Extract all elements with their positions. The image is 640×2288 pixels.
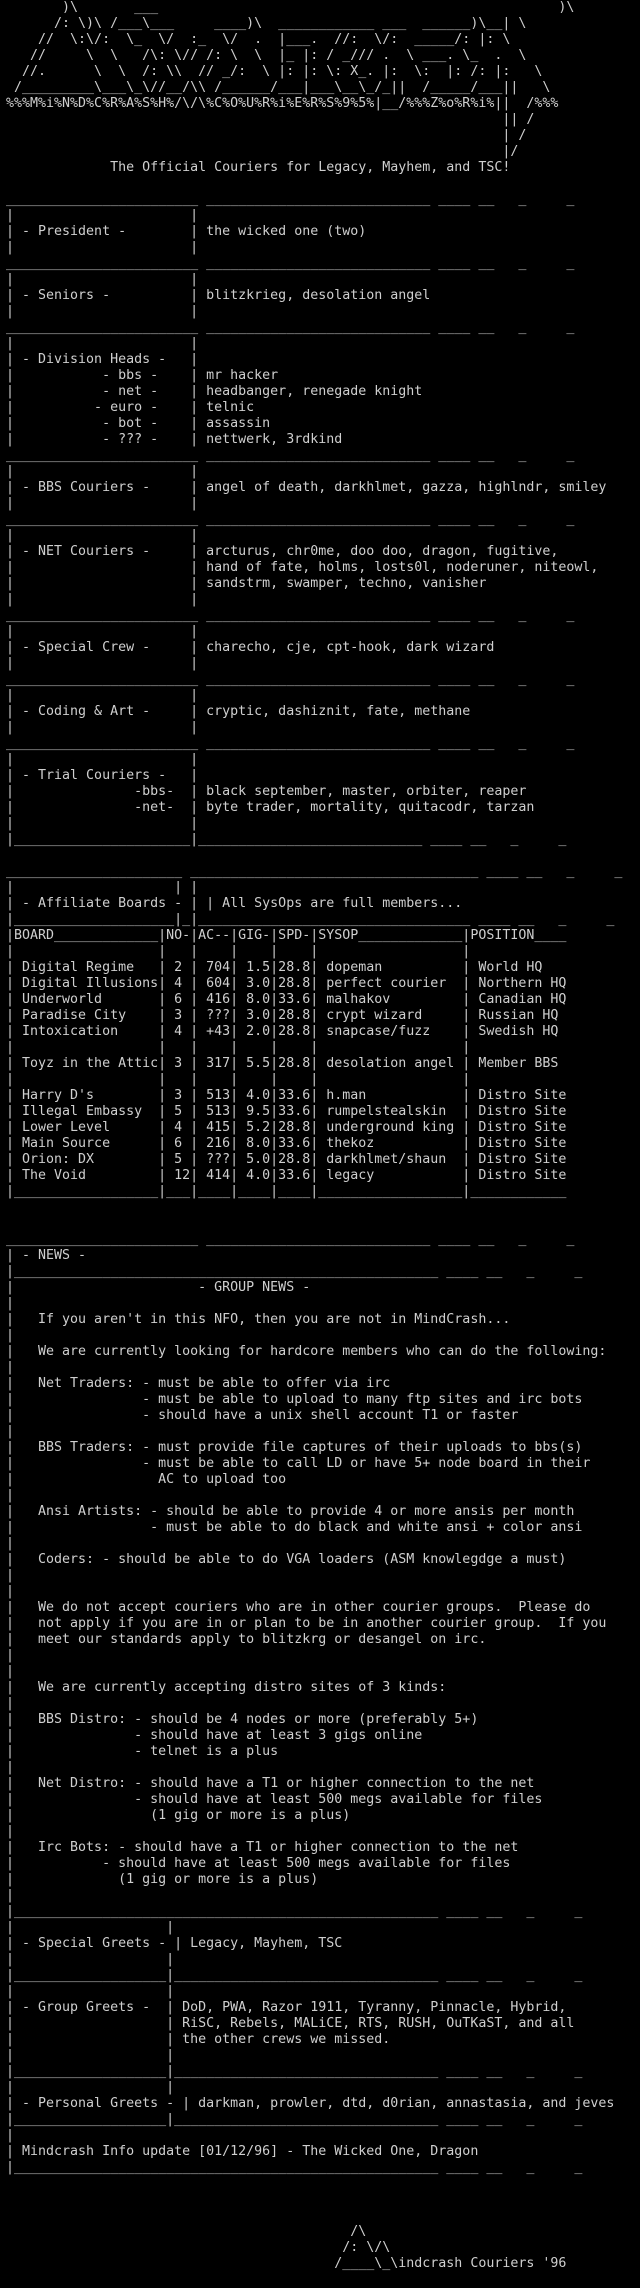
nfo-line: | - Division Heads - | (6, 352, 199, 367)
nfo-line: | | (6, 752, 199, 767)
nfo-line: | | (6, 304, 199, 319)
nfo-line: | - NET Couriers - | arcturus, chr0me, doo doo, dragon, fugitive, (6, 544, 559, 559)
nfo-line: /: \/\ (6, 2240, 391, 2255)
nfo-line: | Intoxication | 4 | +43| 2.0|28.8| snapcase/fuzz | Swedish HQ (6, 1024, 559, 1039)
nfo-line: //. \ \ /: \\ // _/: \ |: |: \: X_. |: \: |: /: |: \ (6, 64, 543, 79)
nfo-line: | Ansi Artists: - should be able to provide 4 or more ansis per month (6, 1504, 575, 1519)
nfo-line: | Net Distro: - should have a T1 or higher connection to the net (6, 1776, 535, 1791)
nfo-line: | | (6, 656, 199, 671)
nfo-line: | - should have at least 500 megs available for files (6, 1856, 511, 1871)
nfo-line: | -bbs- | black september, master, orbiter, reaper (6, 784, 527, 799)
nfo-line: | - bbs - | mr hacker (6, 368, 279, 383)
nfo-line: |___________________|_________________________________ ____ __ _ _ (6, 1968, 583, 1983)
nfo-line: | (6, 1824, 15, 1839)
nfo-line: | | (6, 528, 199, 543)
nfo-line: | AC to upload too (6, 1472, 287, 1487)
nfo-line: | | (6, 624, 199, 639)
nfo-line: | The Void | 12| 414| 4.0|33.6| legacy | Distro Site (6, 1168, 567, 1183)
nfo-line: | Orion: DX | 5 | ???| 5.0|28.8| darkhlmet/shaun | Distro Site (6, 1152, 567, 1167)
nfo-line: | | (6, 272, 199, 287)
nfo-line: |___________________|_________________________________ ____ __ _ _ (6, 2112, 583, 2127)
nfo-line: |BOARD_____________|NO-|AC--|GIG-|SPD-|SYSOP_____________|POSITION____ (6, 928, 567, 943)
nfo-line: | Irc Bots: - should have a T1 or higher connection to the net (6, 1840, 519, 1855)
nfo-line: | - Special Greets - | Legacy, Mayhem, TSC (6, 1936, 343, 1951)
nfo-line: | - net - | headbanger, renegade knight (6, 384, 423, 399)
nfo-line: | - Trial Couriers - | (6, 768, 199, 783)
nfo-line: | Toyz in the Attic| 3 | 317| 5.5|28.8| desolation angel | Member BBS (6, 1056, 559, 1071)
nfo-line: | - Coding & Art - | cryptic, dashiznit, fate, methane (6, 704, 471, 719)
nfo-line: | | the other crews we missed. (6, 2032, 391, 2047)
nfo-line: | - GROUP NEWS - (6, 1280, 311, 1295)
nfo-line: | (6, 2128, 15, 2143)
nfo-line: | Coders: - should be able to do VGA loaders (ASM knowlegdge a must) (6, 1552, 567, 1567)
nfo-line: | (6, 1760, 15, 1775)
nfo-line: | | (6, 496, 199, 511)
nfo-line: | (6, 1696, 15, 1711)
nfo-line: |_____________________________________________________ ____ __ _ _ (6, 1904, 583, 1919)
nfo-line: )\ ___ )\ (6, 0, 575, 15)
nfo-line: | (1 gig or more is a plus) (6, 1808, 351, 1823)
nfo-line: | Paradise City | 3 | ???| 3.0|28.8| crypt wizard | Russian HQ (6, 1008, 559, 1023)
nfo-line: | Net Traders: - must be able to offer via irc (6, 1376, 391, 1391)
nfo-line: | - Affiliate Boards - | | All SysOps are full members... (6, 896, 463, 911)
nfo-line: | meet our standards apply to blitzkrg or desangel on irc. (6, 1632, 487, 1647)
nfo-line: | | | | | | | (6, 944, 471, 959)
nfo-line: | - BBS Couriers - | angel of death, darkhlmet, gazza, highlndr, smiley (6, 480, 607, 495)
nfo-line: |______________________|____________________________ ____ __ _ _ (6, 832, 567, 847)
nfo-line: || / (6, 112, 535, 127)
nfo-line: | - ??? - | nettwerk, 3rdkind (6, 432, 343, 447)
nfo-line: ________________________ ____________________________ ____ __ _ _ (6, 512, 575, 527)
nfo-line: | Illegal Embassy | 5 | 513| 9.5|33.6| rumpelstealskin | Distro Site (6, 1104, 567, 1119)
nfo-line: | - Seniors - | blitzkrieg, desolation angel (6, 288, 431, 303)
nfo-line: |____________________|_|__________________________________ ____ __ _ _ (6, 912, 615, 927)
nfo-line: | - bot - | assassin (6, 416, 271, 431)
nfo-line: | (6, 1424, 15, 1439)
nfo-line: | - must be able to do black and white ansi + color ansi (6, 1520, 583, 1535)
nfo-line: | We are currently accepting distro sites of 3 kinds: (6, 1680, 447, 1695)
nfo-line: | (6, 1648, 15, 1663)
nfo-line: | BBS Traders: - must provide file captures of their uploads to bbs(s) (6, 1440, 583, 1455)
nfo-line: | | (6, 1920, 175, 1935)
nfo-line: | - Special Crew - | charecho, cje, cpt-hook, dark wizard (6, 640, 495, 655)
nfo-line: ________________________ ____________________________ ____ __ _ _ (6, 192, 575, 207)
nfo-line: |/ (6, 144, 519, 159)
nfo-line: | - should have at least 3 gigs online (6, 1728, 423, 1743)
nfo-line: | Digital Illusions| 4 | 604| 3.0|28.8| perfect courier | Northern HQ (6, 976, 567, 991)
nfo-line: | - must be able to upload to many ftp sites and irc bots (6, 1392, 583, 1407)
nfo-line: |_____________________________________________________ ____ __ _ _ (6, 1264, 583, 1279)
nfo-line: | We are currently looking for hardcore members who can do the following: (6, 1344, 607, 1359)
nfo-line: | | (6, 688, 199, 703)
nfo-line: | (6, 1584, 15, 1599)
nfo-line: | -net- | byte trader, mortality, quitacodr, tarzan (6, 800, 535, 815)
nfo-line: | Harry D's | 3 | 513| 4.0|33.6| h.man | Distro Site (6, 1088, 567, 1103)
nfo-line: | - NEWS - (6, 1248, 87, 1263)
nfo-line: | We do not accept couriers who are in other courier groups. Please do (6, 1600, 591, 1615)
nfo-line: | | (6, 1984, 175, 1999)
nfo-line: /\ (6, 2224, 367, 2239)
nfo-line: | | | | | | | (6, 1040, 471, 1055)
nfo-line: | | (6, 240, 199, 255)
nfo-line: | - euro - | telnic (6, 400, 255, 415)
nfo-line: | (6, 1664, 15, 1679)
nfo-line: |__________________|___|____|____|____|__________________|____________ (6, 1184, 567, 1199)
nfo-line: | (1 gig or more is a plus) (6, 1872, 319, 1887)
nfo-line: | not apply if you are in or plan to be in another courier group. If you (6, 1616, 607, 1631)
nfo-line: | | (6, 2048, 175, 2063)
nfo-line: | | (6, 2080, 175, 2095)
nfo-line: | If you aren't in this NFO, then you are not in MindCrash... (6, 1312, 511, 1327)
nfo-line: /____\_\indcrash Couriers '96 (6, 2256, 567, 2271)
nfo-line: | - should have a unix shell account T1 or faster (6, 1408, 519, 1423)
nfo-line: %%%M%i%N%D%C%R%A%S%H%/\/\%C%O%U%R%i%E%R%S%9%5%|__/%%%Z%o%R%i%|| /%%% (6, 96, 559, 111)
nfo-line: | | (6, 336, 199, 351)
nfo-line: The Official Couriers for Legacy, Mayhem, and TSC! (6, 160, 511, 175)
nfo-line: | Underworld | 6 | 416| 8.0|33.6| malhakov | Canadian HQ (6, 992, 567, 1007)
nfo-line: | - should have at least 500 megs available for files (6, 1792, 543, 1807)
nfo-line: | - Personal Greets - | darkman, prowler, dtd, d0rian, annastasia, and jeves (6, 2096, 615, 2111)
nfo-line: | | | (6, 880, 199, 895)
nfo-line: | | (6, 464, 199, 479)
nfo-line: ______________________ ____________________________________ ____ __ _ _ (6, 864, 623, 879)
nfo-line: | (6, 1536, 15, 1551)
nfo-line: | | (6, 208, 623, 223)
nfo-line: ________________________ ____________________________ ____ __ _ _ (6, 608, 575, 623)
nfo-line: // \ \ /\: \// /: \ \ |_ |: / _/// . \ ___. \_ . \ (6, 48, 527, 63)
nfo-line: | | (6, 720, 199, 735)
nfo-line: | - President - | the wicked one (two) (6, 224, 367, 239)
nfo-line: | | | | | | | (6, 1072, 471, 1087)
nfo-line: ________________________ ____________________________ ____ __ _ _ (6, 736, 575, 751)
nfo-line: | (6, 1888, 15, 1903)
nfo-line: /_________\___\_\//__/\\ /______/___|___\__\_/_|| /_____/___|| \ (6, 80, 551, 95)
nfo-line: | | (6, 592, 199, 607)
nfo-line: ________________________ ____________________________ ____ __ _ _ (6, 672, 575, 687)
nfo-line: ________________________ ____________________________ ____ __ _ _ (6, 448, 575, 463)
nfo-line: | | (6, 816, 199, 831)
nfo-line: | | RiSC, Rebels, MALiCE, RTS, RUSH, OuTKaST, and all (6, 2016, 575, 2031)
nfo-line: | (6, 1488, 15, 1503)
nfo-line: /: \)\ /___\___ ____)\ ____________ ___ ______)\__| \ (6, 16, 527, 31)
nfo-line: | (6, 1360, 15, 1375)
nfo-line: | Lower Level | 4 | 415| 5.2|28.8| underground king | Distro Site (6, 1120, 567, 1135)
nfo-line: |_____________________________________________________ ____ __ _ _ (6, 2160, 583, 2175)
nfo-line: | Mindcrash Info update [01/12/96] - The Wicked One, Dragon (6, 2144, 479, 2159)
nfo-line: | - telnet is a plus (6, 1744, 279, 1759)
nfo-line: | BBS Distro: - should be 4 nodes or more (preferably 5+) (6, 1712, 479, 1727)
nfo-line: | - Group Greets - | DoD, PWA, Razor 1911, Tyranny, Pinnacle, Hybrid, (6, 2000, 567, 2015)
nfo-line: | / (6, 128, 527, 143)
nfo-line: // \:\/: \_ \/ :_ \/ . |___. //: \/: _____/: |: \ (6, 32, 511, 47)
nfo-line: | Main Source | 6 | 216| 8.0|33.6| thekoz | Distro Site (6, 1136, 567, 1151)
nfo-line: ________________________ ____________________________ ____ __ _ _ (6, 320, 575, 335)
nfo-line: | | sandstrm, swamper, techno, vanisher (6, 576, 487, 591)
nfo-line: | | (6, 1952, 175, 1967)
nfo-line: | | hand of fate, holms, losts0l, noderuner, niteowl, (6, 560, 599, 575)
nfo-line: | (6, 1328, 15, 1343)
nfo-line: ________________________ ____________________________ ____ __ _ _ (6, 256, 575, 271)
nfo-line: | (6, 1568, 15, 1583)
nfo-line: | - must be able to call LD or have 5+ node board in their (6, 1456, 591, 1471)
nfo-line: | Digital Regime | 2 | 704| 1.5|28.8| dopeman | World HQ (6, 960, 543, 975)
nfo-line: ________________________ ____________________________ ____ __ _ _ (6, 1232, 575, 1247)
nfo-line: |___________________|_________________________________ ____ __ _ _ (6, 2064, 583, 2079)
nfo-line: | (6, 1296, 15, 1311)
